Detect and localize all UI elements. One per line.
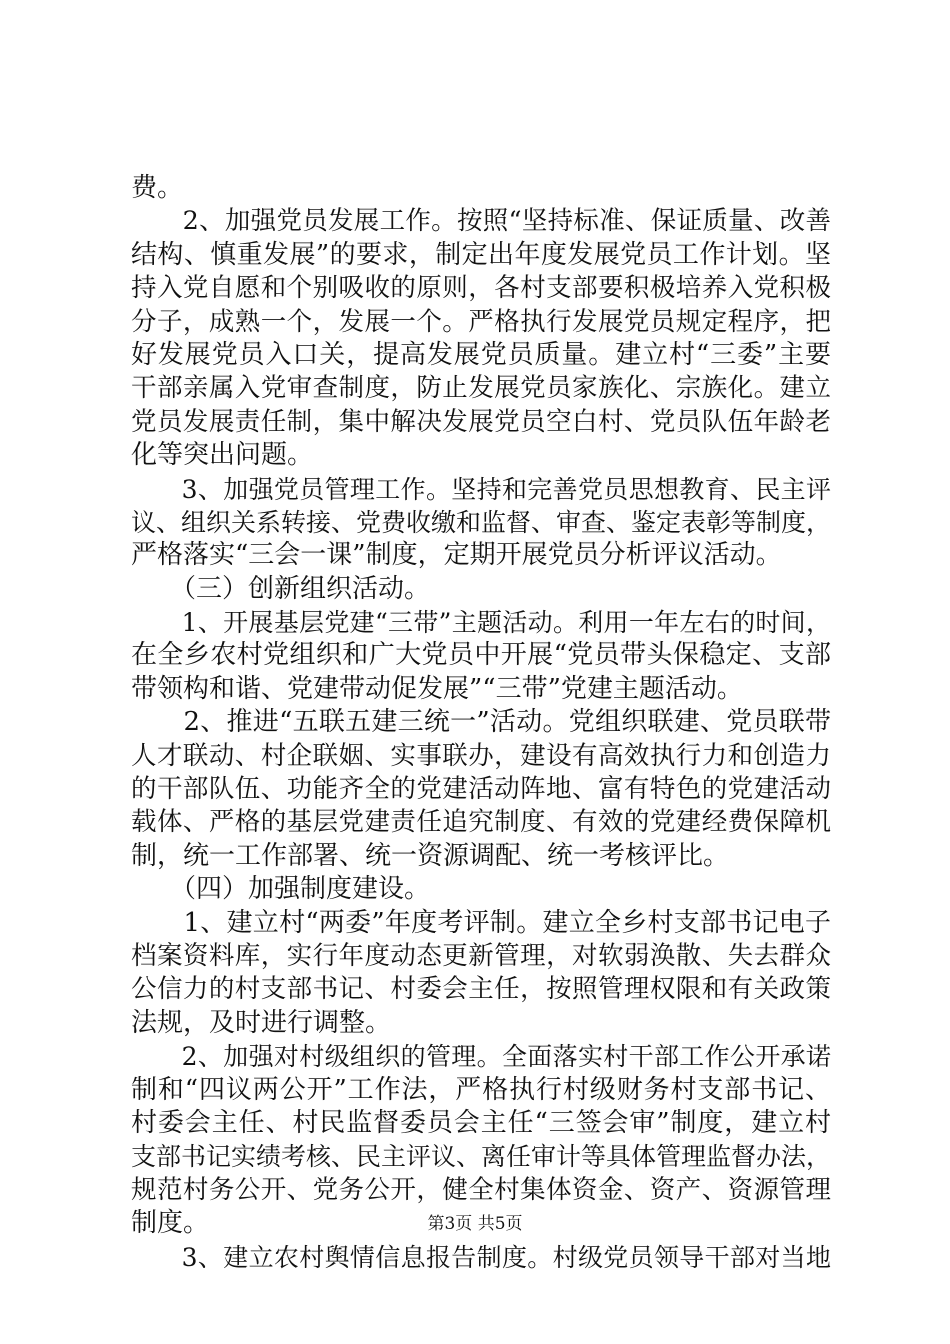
text-line: 2、加强党员发展工作。按照“坚持标准、保证质量、改善 <box>131 206 831 237</box>
text-line: 严格落实“三会一课”制度，定期开展党员分析评议活动。 <box>131 540 782 571</box>
text-line: 3、建立农村舆情信息报告制度。村级党员领导干部对当地 <box>131 1242 831 1272</box>
text-line: 1、开展基层党建“三带”主题活动。利用一年左右的时间， <box>131 608 831 638</box>
text-line: 公信力的村支部书记、村委会主任，按照管理权限和有关政策 <box>131 974 831 1005</box>
text-line: 的干部队伍、功能齐全的党建活动阵地、富有特色的党建活动 <box>131 774 831 805</box>
text-line: 2、推进“五联五建三统一”活动。党组织联建、党员联带 <box>131 707 831 738</box>
text-line: 议、组织关系转接、党费收缴和监督、审查、鉴定表彰等制度， <box>131 507 832 537</box>
page-footer: 第3页 共5页 <box>427 1214 523 1234</box>
text-line: 结构、慎重发展”的要求，制定出年度发展党员工作计划。坚 <box>131 239 831 270</box>
text-line: 3、加强党员管理工作。坚持和完善党员思想教育、民主评 <box>131 474 831 504</box>
text-line: 载体、严格的基层党建责任追究制度、有效的党建经费保障机 <box>131 807 831 838</box>
text-line: 规范村务公开、党务公开，健全村集体资金、资产、资源管理 <box>131 1174 831 1205</box>
text-line: 费。 <box>131 173 184 203</box>
text-line: 制和“四议两公开”工作法，严格执行村级财务村支部书记、 <box>131 1074 831 1105</box>
text-line: 人才联动、村企联姻、实事联办，建设有高效执行力和创造力 <box>131 740 831 771</box>
text-line: 干部亲属入党审查制度，防止发展党员家族化、宗族化。建立 <box>131 373 831 404</box>
text-line: 好发展党员入口关，提高发展党员质量。建立村“三委”主要 <box>131 339 831 370</box>
text-line: 化等突出问题。 <box>131 440 314 471</box>
text-line: 档案资料库，实行年度动态更新管理，对软弱涣散、失去群众 <box>131 940 831 971</box>
text-line: 法规，及时进行调整。 <box>131 1007 392 1038</box>
text-line: 党员发展责任制，集中解决发展党员空白村、党员队伍年龄老 <box>131 406 831 437</box>
text-line: 支部书记实绩考核、民主评议、离任审计等具体管理监督办法， <box>131 1142 832 1172</box>
text-line: 持入党自愿和个别吸收的原则，各村支部要积极培养入党积极 <box>131 273 831 304</box>
text-line: 制，统一工作部署、统一资源调配、统一考核评比。 <box>131 840 730 871</box>
text-line: 制度。 <box>131 1208 210 1239</box>
text-line: （三）创新组织活动。 <box>131 573 431 604</box>
text-line: 2、加强对村级组织的管理。全面落实村干部工作公开承诺 <box>131 1042 831 1072</box>
text-line: 分子，成熟一个，发展一个。严格执行发展党员规定程序，把 <box>131 306 831 337</box>
text-line: 村委会主任、村民监督委员会主任“三签会审”制度，建立村 <box>131 1107 831 1138</box>
text-line: 1、建立村“两委”年度考评制。建立全乡村支部书记电子 <box>131 907 831 938</box>
text-line: 在全乡农村党组织和广大党员中开展“党员带头保稳定、支部 <box>131 640 831 671</box>
document-body <box>131 172 831 1274</box>
text-line: （四）加强制度建设。 <box>131 874 431 905</box>
text-line: 带领构和谐、党建带动促发展”“三带”党建主题活动。 <box>131 673 743 704</box>
